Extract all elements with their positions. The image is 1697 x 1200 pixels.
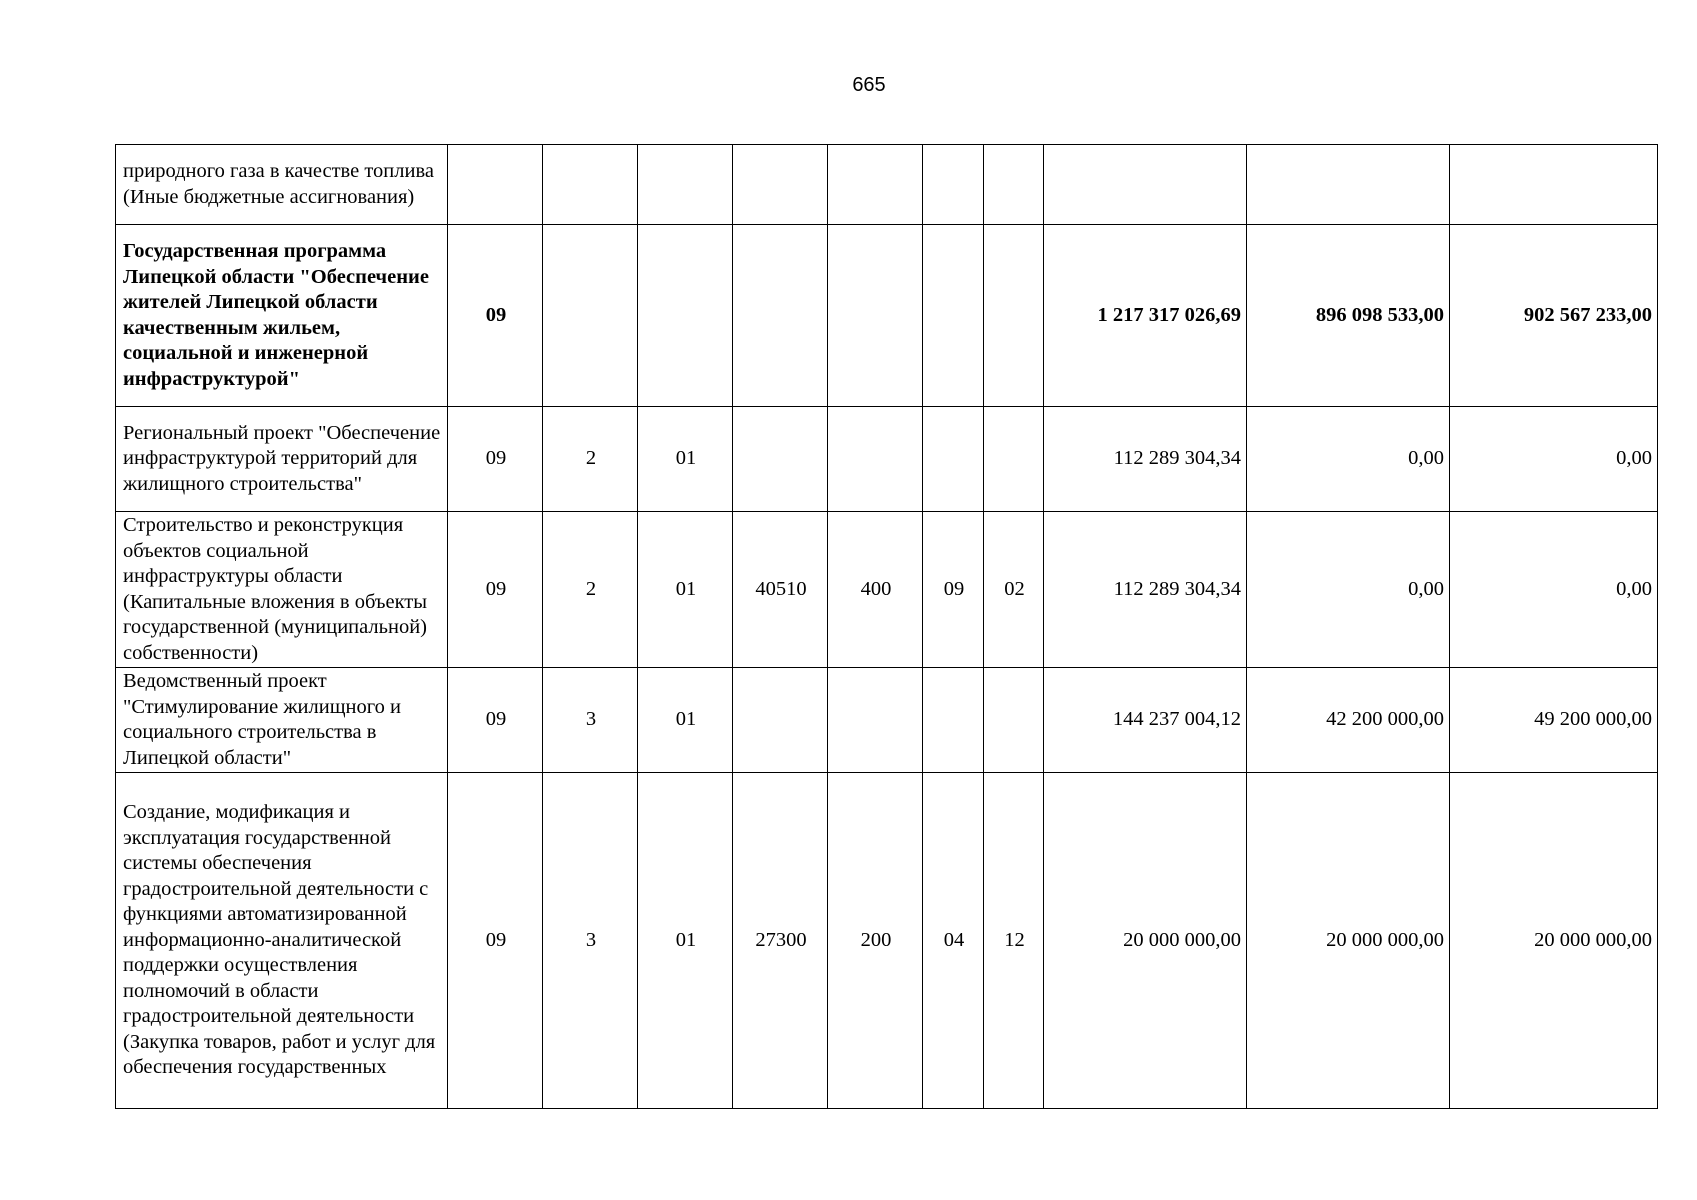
row-name: природного газа в качестве топлива (Иные бюджетные ассигнования) (116, 145, 448, 225)
section-code (923, 145, 984, 225)
subprogram-code (543, 145, 638, 225)
subsection-code (984, 225, 1044, 407)
page-number: 665 (852, 74, 886, 96)
sum-year-3: 49 200 000,00 (1450, 668, 1658, 773)
direction-code (733, 407, 828, 512)
direction-code: 40510 (733, 512, 828, 668)
section-code: 09 (923, 512, 984, 668)
sum-year-1: 112 289 304,34 (1044, 407, 1247, 512)
sum-year-1: 1 217 317 026,69 (1044, 225, 1247, 407)
subprogram-code (543, 225, 638, 407)
expense-type-code (828, 668, 923, 773)
section-code (923, 407, 984, 512)
subprogram-code: 3 (543, 773, 638, 1109)
subsection-code: 02 (984, 512, 1044, 668)
project-code: 01 (638, 407, 733, 512)
expense-type-code: 200 (828, 773, 923, 1109)
project-code (638, 145, 733, 225)
sum-year-3: 0,00 (1450, 407, 1658, 512)
sum-year-2: 896 098 533,00 (1247, 225, 1450, 407)
sum-year-2: 20 000 000,00 (1247, 773, 1450, 1109)
sum-year-1 (1044, 145, 1247, 225)
sum-year-3: 20 000 000,00 (1450, 773, 1658, 1109)
project-code: 01 (638, 512, 733, 668)
table-row (116, 512, 1658, 668)
row-name: Строительство и реконструкция объектов социальной инфраструктуры области (Капитальные вложения в объекты государственной (муниципальной) собственности) (116, 512, 448, 668)
program-code: 09 (448, 512, 543, 668)
direction-code: 27300 (733, 773, 828, 1109)
section-code (923, 668, 984, 773)
expense-type-code: 400 (828, 512, 923, 668)
subprogram-code: 2 (543, 407, 638, 512)
sum-year-3 (1450, 145, 1658, 225)
direction-code (733, 225, 828, 407)
table-row (116, 225, 1658, 407)
subsection-code (984, 668, 1044, 773)
row-name: Создание, модификация и эксплуатация государственной системы обеспечения градостроительной деятельности с функциями автоматизированной информационно-аналитической поддержки осуществления полномочий в области градостроительной деятельности (Закупка товаров, работ и услуг для обеспечения государственных (116, 773, 448, 1109)
project-code: 01 (638, 668, 733, 773)
program-code: 09 (448, 773, 543, 1109)
subprogram-code: 3 (543, 668, 638, 773)
section-code (923, 225, 984, 407)
program-code: 09 (448, 225, 543, 407)
subsection-code: 12 (984, 773, 1044, 1109)
subsection-code (984, 407, 1044, 512)
subsection-code (984, 145, 1044, 225)
table-row (116, 668, 1658, 773)
row-name: Ведомственный проект "Стимулирование жилищного и социального строительства в Липецкой области" (116, 668, 448, 773)
sum-year-2: 0,00 (1247, 407, 1450, 512)
table-row (116, 407, 1658, 512)
budget-table (115, 144, 1658, 1109)
sum-year-3: 0,00 (1450, 512, 1658, 668)
sum-year-1: 144 237 004,12 (1044, 668, 1247, 773)
program-code (448, 145, 543, 225)
program-code: 09 (448, 407, 543, 512)
expense-type-code (828, 145, 923, 225)
sum-year-2: 0,00 (1247, 512, 1450, 668)
section-code: 04 (923, 773, 984, 1109)
program-code: 09 (448, 668, 543, 773)
expense-type-code (828, 225, 923, 407)
sum-year-3: 902 567 233,00 (1450, 225, 1658, 407)
row-name: Государственная программа Липецкой области "Обеспечение жителей Липецкой области качественным жильем, социальной и инженерной инфраструктурой" (116, 225, 448, 407)
sum-year-2: 42 200 000,00 (1247, 668, 1450, 773)
direction-code (733, 668, 828, 773)
subprogram-code: 2 (543, 512, 638, 668)
project-code (638, 225, 733, 407)
row-name: Региональный проект "Обеспечение инфраструктурой территорий для жилищного строительства" (116, 407, 448, 512)
project-code: 01 (638, 773, 733, 1109)
table-row (116, 773, 1658, 1109)
table-row (116, 145, 1658, 225)
sum-year-1: 20 000 000,00 (1044, 773, 1247, 1109)
sum-year-1: 112 289 304,34 (1044, 512, 1247, 668)
sum-year-2 (1247, 145, 1450, 225)
expense-type-code (828, 407, 923, 512)
direction-code (733, 145, 828, 225)
